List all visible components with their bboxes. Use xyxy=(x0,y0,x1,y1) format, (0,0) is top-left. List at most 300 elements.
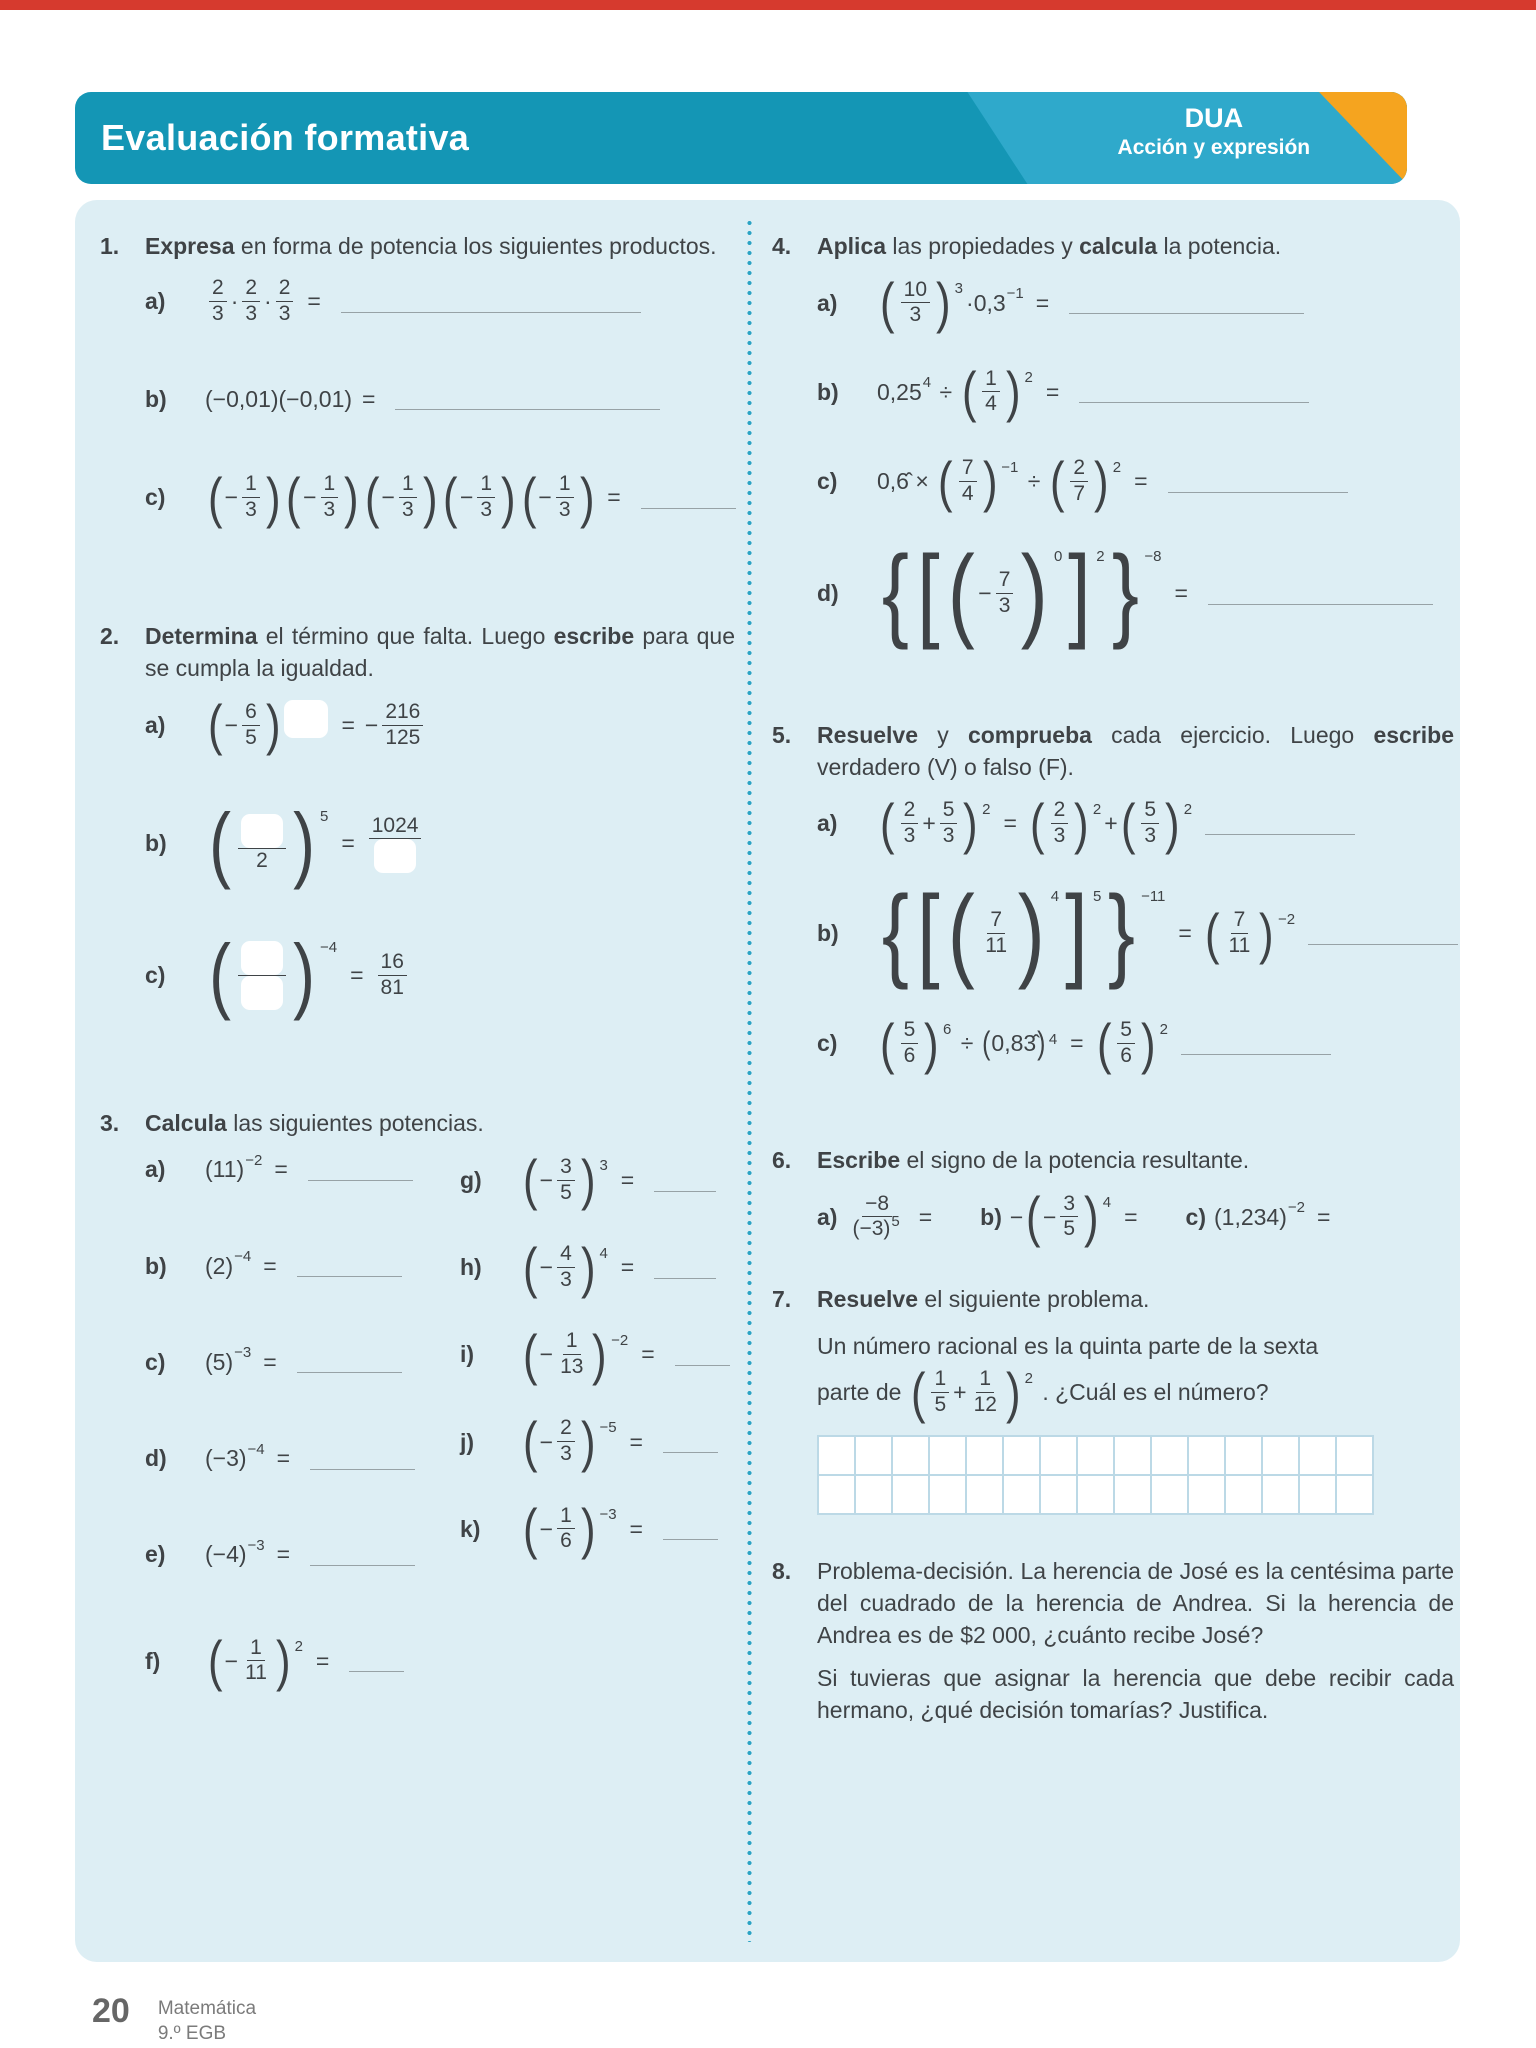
exponent: −2 xyxy=(1277,910,1296,928)
exercise-body xyxy=(145,620,735,1067)
numerator: 1 xyxy=(321,472,339,498)
equals-sign: = xyxy=(629,1428,643,1455)
exponent: 2 xyxy=(1096,547,1105,565)
exercise-number: 4. xyxy=(772,233,792,259)
grid-cell xyxy=(1337,1476,1372,1513)
open-bracket: ( xyxy=(1204,901,1220,965)
math-text: − xyxy=(224,484,239,511)
exercise-intro xyxy=(145,620,735,684)
grid-cell xyxy=(856,1476,891,1513)
exponent: 2 xyxy=(1183,800,1193,818)
math-expression xyxy=(520,1497,718,1561)
answer-line xyxy=(675,1361,730,1366)
fraction xyxy=(557,1504,575,1555)
numerator: 3 xyxy=(1060,1192,1078,1218)
parts-two-columns xyxy=(145,1148,735,1751)
close-bracket: ) xyxy=(1259,901,1274,965)
paren-group xyxy=(1203,901,1297,965)
math-text: − xyxy=(303,484,317,511)
equals-sign: = xyxy=(276,1445,291,1471)
open-bracket: ( xyxy=(880,791,895,855)
close-bracket: ) xyxy=(1094,449,1109,513)
exercise-number: 1. xyxy=(100,233,120,259)
math-expression xyxy=(877,534,1433,651)
paren-content xyxy=(538,472,577,523)
open-bracket: ( xyxy=(947,534,975,651)
grid-cell xyxy=(1041,1476,1076,1513)
equals-sign: = xyxy=(1035,289,1050,316)
exponent: 2 xyxy=(1024,369,1033,387)
paren-group xyxy=(878,791,992,855)
numerator: 7 xyxy=(987,908,1005,934)
parts-left xyxy=(145,1153,460,1751)
equals-sign: = xyxy=(1134,468,1148,495)
grid-cell xyxy=(893,1476,928,1513)
math-text: − xyxy=(539,1428,554,1455)
numerator: 1 xyxy=(477,472,495,498)
exponent: 2 xyxy=(1159,1020,1168,1038)
math-text: 0,25 xyxy=(877,378,922,405)
part-label: b) xyxy=(817,378,839,405)
equals-sign: = xyxy=(607,484,621,511)
close-bracket: ) xyxy=(293,795,315,890)
exercise-body xyxy=(817,1555,1454,1736)
open-bracket: ( xyxy=(286,465,302,529)
exercise-7 xyxy=(772,1283,1454,1515)
exercise-intro xyxy=(817,230,1454,262)
paren-group xyxy=(520,465,596,529)
answer-line xyxy=(663,1535,718,1540)
part-label: e) xyxy=(145,1541,166,1568)
paren-group xyxy=(1048,449,1123,513)
exercise-part xyxy=(817,1011,1454,1075)
math-expression xyxy=(520,1148,716,1212)
fraction xyxy=(477,472,495,523)
exponent: 2 xyxy=(1024,1369,1033,1387)
numerator: −8 xyxy=(862,1192,892,1218)
paren-group xyxy=(206,693,330,757)
math-expression xyxy=(205,1629,404,1693)
bold-text: Expresa xyxy=(145,233,235,259)
open-bracket: ( xyxy=(443,465,458,529)
paren-group xyxy=(936,449,1020,513)
exercise-body xyxy=(817,1144,1454,1249)
numerator: 6 xyxy=(242,700,260,726)
footer-grade: 9.º EGB xyxy=(157,2022,227,2044)
open-bracket: ( xyxy=(208,693,223,757)
grid-cell xyxy=(1115,1437,1150,1474)
exponent: 6 xyxy=(943,1020,952,1038)
close-bracket: ) xyxy=(501,465,516,529)
part-label: a) xyxy=(817,1203,838,1230)
paren-content xyxy=(1047,798,1073,849)
fraction xyxy=(369,814,422,874)
denominator: 11 xyxy=(1228,934,1251,957)
denominator: 11 xyxy=(985,934,1008,957)
fraction xyxy=(399,472,417,523)
grid-cell xyxy=(930,1437,965,1474)
grid-cell xyxy=(1004,1437,1039,1474)
numerator: 1 xyxy=(931,1367,949,1393)
grid-cell xyxy=(1300,1437,1335,1474)
equals-sign: = xyxy=(629,1515,643,1542)
fraction xyxy=(557,1329,586,1380)
denominator: 3 xyxy=(245,301,258,325)
open-bracket: { xyxy=(881,875,909,992)
math-text: − xyxy=(1009,1203,1024,1230)
page-title: Evaluación formativa xyxy=(101,117,470,158)
exponent: 4 xyxy=(599,1244,608,1262)
dua-badge xyxy=(1094,104,1334,161)
paren-group xyxy=(878,534,1163,651)
close-bracket: ) xyxy=(592,1322,608,1386)
grid-cell xyxy=(1189,1476,1224,1513)
denominator: 5 xyxy=(245,725,257,749)
math-expression xyxy=(520,1410,718,1473)
equals-sign: = xyxy=(341,830,355,857)
math-expression xyxy=(205,693,427,757)
numerator: 1 xyxy=(563,1329,581,1355)
exercise-5 xyxy=(772,719,1454,1105)
close-bracket: ) xyxy=(1074,791,1089,855)
math-text: (−3) xyxy=(205,1445,247,1471)
open-bracket: [ xyxy=(916,875,940,992)
exercise-3 xyxy=(100,1107,735,1751)
math-text: + xyxy=(953,1379,967,1406)
blank-box xyxy=(241,976,283,1010)
fraction xyxy=(982,908,1010,959)
paren-group xyxy=(878,1011,953,1075)
exercise-intro xyxy=(817,719,1454,783)
grid-cell xyxy=(1041,1437,1076,1474)
math-text: (1,234) xyxy=(1214,1203,1287,1230)
paren-content xyxy=(897,1018,923,1069)
paren-group xyxy=(1119,791,1194,855)
math-text: parte de xyxy=(817,1379,908,1406)
answer-line xyxy=(395,405,660,410)
problem-paragraph xyxy=(817,1555,1454,1652)
paren-group xyxy=(981,1025,1059,1062)
text-run: las propiedades y xyxy=(886,233,1080,259)
answer-line xyxy=(1208,600,1433,605)
grid-cell xyxy=(1300,1476,1335,1513)
exponent: 4 xyxy=(922,374,932,392)
math-text: − xyxy=(381,484,395,511)
numerator: 2 xyxy=(1051,798,1069,824)
grid-cell xyxy=(819,1476,854,1513)
exercise-part xyxy=(817,271,1454,335)
numerator: 1 xyxy=(242,472,260,498)
denominator: 6 xyxy=(560,1529,572,1553)
numerator: 7 xyxy=(959,456,977,482)
equals-sign: = xyxy=(263,1252,277,1279)
exercise-6 xyxy=(772,1144,1454,1249)
text-run: en forma de potencia los siguientes productos. xyxy=(234,233,717,259)
fraction xyxy=(321,472,339,523)
exercise-part xyxy=(145,1346,460,1378)
part-label: c) xyxy=(817,468,838,495)
answer-line xyxy=(663,1448,718,1453)
open-bracket: ( xyxy=(523,1322,538,1386)
bold-text: escribe xyxy=(1373,721,1454,748)
fraction xyxy=(1070,456,1088,507)
math-text: (−3) xyxy=(852,1217,891,1241)
answer-line xyxy=(308,1176,413,1181)
equals-sign: = xyxy=(641,1341,655,1368)
exponent: 2 xyxy=(1092,800,1102,818)
paren-group xyxy=(960,360,1035,424)
math-expression xyxy=(205,1538,415,1570)
part-label: a) xyxy=(145,711,166,738)
fraction xyxy=(382,700,423,751)
part-label: a) xyxy=(145,1156,166,1183)
text-run: La herencia de José es la centésima parte del cuadrado de la herencia de Andrea. Si la herencia de Andrea es de $2 000, ¿cuánto recibe José? xyxy=(817,1558,1454,1649)
math-expression xyxy=(817,1360,1454,1424)
numerator: 7 xyxy=(1231,908,1249,934)
open-bracket: ( xyxy=(1049,449,1065,513)
math-text: − xyxy=(224,711,239,738)
paren-group xyxy=(363,465,439,529)
equals-sign: = xyxy=(1178,920,1192,947)
fraction xyxy=(901,278,930,329)
answer-line xyxy=(641,504,736,509)
top-red-bar xyxy=(0,0,1536,10)
fraction xyxy=(238,814,286,874)
answer-line xyxy=(1181,1050,1331,1055)
fraction xyxy=(1060,1192,1078,1243)
exercise-part xyxy=(145,465,735,529)
exercise-part xyxy=(817,534,1454,651)
paren-group xyxy=(914,875,1104,992)
numerator: 10 xyxy=(901,278,930,304)
fraction xyxy=(1141,798,1159,849)
exercise-part xyxy=(817,875,1454,992)
denominator: 4 xyxy=(985,392,997,416)
numerator: 1 xyxy=(982,367,1000,393)
bold-text: Resuelve xyxy=(817,721,919,748)
part-label: b) xyxy=(145,385,167,412)
part-label: b) xyxy=(145,1252,167,1279)
answer-line xyxy=(297,1272,402,1277)
exponent: 4 xyxy=(1048,1031,1058,1049)
denominator: 12 xyxy=(973,1392,997,1416)
exercise-body xyxy=(817,719,1454,1105)
paren-content xyxy=(978,367,1004,418)
fraction xyxy=(959,456,977,507)
denominator: 3 xyxy=(278,301,291,325)
numerator: 2 xyxy=(1070,456,1088,482)
paren-content xyxy=(1043,1192,1082,1243)
exercise-number: 7. xyxy=(772,1286,792,1313)
open-bracket: ( xyxy=(209,927,231,1022)
exercise-part xyxy=(817,791,1454,855)
part-label: a) xyxy=(817,289,838,316)
math-text: ÷ xyxy=(1021,468,1047,495)
content-panel xyxy=(75,200,1460,1962)
equals-sign: = xyxy=(1045,378,1060,405)
denominator: 13 xyxy=(560,1354,584,1378)
exercise-4 xyxy=(772,230,1454,679)
paren-content xyxy=(225,472,264,523)
math-expression xyxy=(845,1192,942,1243)
math-text: − xyxy=(539,1515,554,1542)
paren-group xyxy=(944,534,1065,651)
part-label: c) xyxy=(145,962,166,989)
dua-subtitle: Acción y expresión xyxy=(1117,135,1311,159)
exercise-part xyxy=(460,1497,735,1561)
paren-content xyxy=(991,1027,1036,1059)
equals-sign: = xyxy=(1124,1203,1138,1230)
math-expression xyxy=(877,875,1458,992)
exercise-part xyxy=(145,1629,460,1693)
close-bracket: ) xyxy=(982,449,998,513)
denominator xyxy=(371,839,419,873)
exercise-number: 3. xyxy=(100,1110,120,1137)
exponent: 2 xyxy=(294,1638,303,1656)
close-bracket: ) xyxy=(1084,1185,1099,1249)
grid-cell xyxy=(1004,1476,1039,1513)
grid-cell xyxy=(967,1437,1002,1474)
math-text: · xyxy=(966,289,974,316)
exercise-part xyxy=(817,449,1454,513)
fraction xyxy=(557,1416,575,1467)
bold-text: calcula xyxy=(1079,233,1158,259)
numerator: 2 xyxy=(901,798,919,824)
numerator: 2 xyxy=(209,276,227,302)
denominator: 3 xyxy=(1053,824,1066,848)
paren-content xyxy=(1137,798,1163,849)
numerator: 1 xyxy=(976,1367,994,1393)
exercise-1 xyxy=(100,230,735,580)
math-expression xyxy=(205,795,425,890)
denominator: 7 xyxy=(1073,481,1086,505)
denominator: 3 xyxy=(212,301,224,325)
paren-content xyxy=(234,814,290,874)
grid-cell xyxy=(1263,1476,1298,1513)
part-label: f) xyxy=(145,1647,161,1674)
paren-group xyxy=(1024,1185,1113,1249)
fraction xyxy=(557,1242,575,1293)
column-divider xyxy=(747,218,752,1942)
math-text: − xyxy=(459,484,474,511)
math-text: − xyxy=(539,1254,554,1281)
fraction xyxy=(901,798,919,849)
paren-content xyxy=(897,798,962,849)
numerator: 2 xyxy=(242,276,260,302)
close-bracket: ) xyxy=(422,465,438,529)
math-expression xyxy=(205,1250,402,1282)
part-label: c) xyxy=(1185,1203,1206,1230)
part-label: d) xyxy=(817,580,839,607)
fraction xyxy=(242,700,260,751)
part-label: i) xyxy=(460,1341,475,1368)
numerator: 1 xyxy=(399,472,417,498)
equals-sign: = xyxy=(918,1203,933,1230)
exercise-8 xyxy=(772,1555,1454,1736)
exponent: 4 xyxy=(1050,888,1060,906)
numerator: 2 xyxy=(557,1416,575,1442)
exercise-part xyxy=(145,1153,460,1185)
math-text: (5) xyxy=(205,1348,234,1375)
page-number: 20 xyxy=(92,1992,130,2030)
open-bracket: ( xyxy=(209,795,231,890)
paren-group xyxy=(878,271,965,335)
close-bracket: ] xyxy=(1065,875,1088,992)
exercise-intro xyxy=(145,230,735,262)
denominator: 5 xyxy=(560,1180,572,1204)
close-bracket: ] xyxy=(1068,534,1092,651)
close-bracket: ) xyxy=(580,1235,596,1299)
dua-title: DUA xyxy=(1184,103,1244,133)
denominator: 6 xyxy=(903,1044,916,1067)
grid-cell xyxy=(1337,1437,1372,1474)
paren-content xyxy=(234,941,290,1010)
denominator: 6 xyxy=(1120,1044,1132,1067)
exponent: −3 xyxy=(599,1506,617,1524)
exercise-part xyxy=(980,1185,1147,1249)
paren-group xyxy=(1028,791,1103,855)
exercise-intro xyxy=(817,1283,1454,1315)
math-text: (−4) xyxy=(205,1541,247,1568)
part-label: h) xyxy=(460,1254,482,1281)
paren-content xyxy=(225,700,264,751)
open-bracket: ( xyxy=(1026,1185,1041,1249)
math-text: + xyxy=(922,810,936,837)
right-column xyxy=(772,230,1454,1736)
exponent xyxy=(284,700,328,744)
paren-content xyxy=(897,278,934,329)
problem-text: Un número racional es la quinta parte de la sexta xyxy=(817,1332,1319,1359)
open-bracket: ( xyxy=(961,360,977,424)
denominator: 3 xyxy=(245,498,257,521)
bold-text: Resuelve xyxy=(817,1286,919,1313)
exercise-part xyxy=(145,795,735,890)
exponent: −4 xyxy=(247,1440,265,1458)
equals-sign: = xyxy=(362,385,376,412)
math-text: − xyxy=(539,1341,554,1368)
math-expression xyxy=(877,1011,1331,1075)
close-bracket: ) xyxy=(936,271,951,335)
open-bracket: ( xyxy=(880,1011,895,1075)
exercise-number: 6. xyxy=(772,1147,792,1174)
math-text: 0,6̂ xyxy=(877,468,909,495)
fraction xyxy=(276,276,294,327)
equals-sign: = xyxy=(620,1254,635,1281)
numerator: 5 xyxy=(901,1018,919,1044)
denominator: 3 xyxy=(560,1267,572,1291)
math-text: 0,83̂ xyxy=(991,1030,1037,1057)
exercise-part xyxy=(460,1410,735,1473)
answer-line xyxy=(1308,940,1458,945)
fraction xyxy=(556,472,574,523)
paren-content xyxy=(943,534,1066,651)
bold-text: Aplica xyxy=(817,233,887,259)
blank-box xyxy=(284,700,328,738)
paren-group xyxy=(206,1629,305,1693)
close-bracket: ) xyxy=(580,1497,596,1561)
problem-paragraph xyxy=(817,1662,1454,1726)
part-label: b) xyxy=(817,920,839,947)
bold-text: Escribe xyxy=(817,1147,901,1174)
math-expression xyxy=(877,449,1348,513)
bold-text: Problema-decisión. xyxy=(817,1558,1014,1585)
denominator: 3 xyxy=(909,303,922,327)
exponent: 5 xyxy=(319,807,329,825)
exercise-part xyxy=(145,1538,460,1570)
fraction xyxy=(238,941,286,1010)
answer-line xyxy=(349,1667,404,1672)
paren-content xyxy=(303,472,342,523)
